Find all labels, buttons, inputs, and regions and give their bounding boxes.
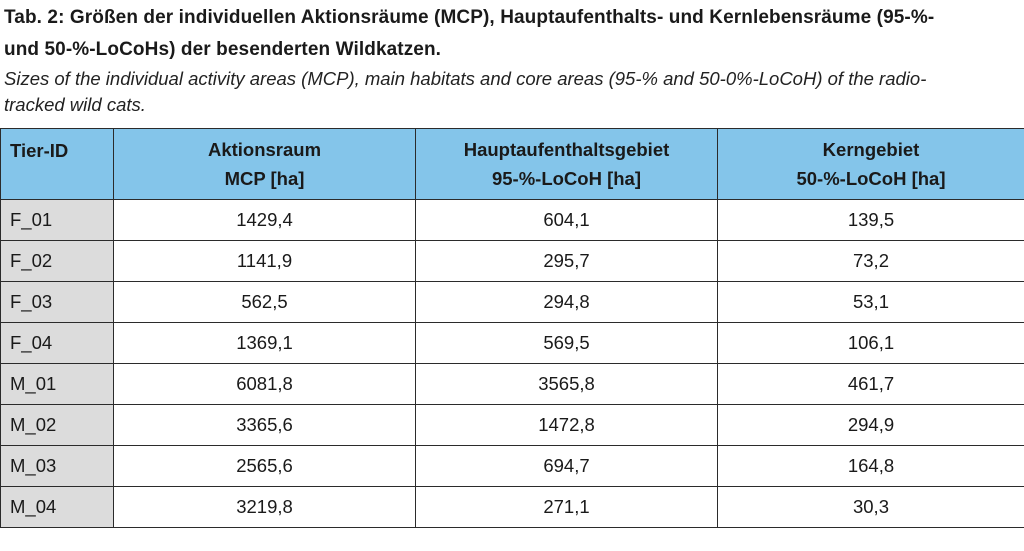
cell-locoh-50: 461,7 [718, 364, 1024, 405]
cell-locoh-50: 30,3 [718, 487, 1024, 528]
cell-locoh-50: 53,1 [718, 282, 1024, 323]
cell-locoh-95: 569,5 [416, 323, 718, 364]
cell-locoh-50: 294,9 [718, 405, 1024, 446]
table-row [1, 487, 1024, 528]
cell-locoh-95: 3565,8 [416, 364, 718, 405]
cell-locoh-50: 106,1 [718, 323, 1024, 364]
cell-mcp: 6081,8 [114, 364, 416, 405]
cell-tier-id: M_03 [1, 446, 114, 487]
table-row [1, 446, 1024, 487]
header-hauptaufenthaltsgebiet-line-1: Hauptaufenthaltsgebiet [463, 139, 670, 160]
header-kerngebiet-line-1: Kerngebiet [822, 139, 920, 160]
header-kerngebiet-line-2: 50-%-LoCoH [ha] [796, 168, 946, 189]
header-aktionsraum-line-2: MCP [ha] [224, 168, 305, 189]
cell-mcp: 1429,4 [114, 200, 416, 241]
cell-locoh-95: 271,1 [416, 487, 718, 528]
cell-locoh-50: 139,5 [718, 200, 1024, 241]
header-hauptaufenthaltsgebiet [416, 129, 718, 200]
cell-tier-id: M_02 [1, 405, 114, 446]
cell-mcp: 562,5 [114, 282, 416, 323]
table-row [1, 241, 1024, 282]
caption-title-line-1: Tab. 2: Größen der individuellen Aktionsräume (MCP), Hauptaufenthalts- und Kernlebensräume (95-%- [4, 7, 935, 28]
cell-tier-id: F_03 [1, 282, 114, 323]
home-range-table [0, 128, 1024, 528]
table-caption [4, 2, 1020, 118]
cell-tier-id: F_04 [1, 323, 114, 364]
table-row [1, 323, 1024, 364]
table-row [1, 200, 1024, 241]
header-tier-id-label: Tier-ID [10, 140, 69, 161]
cell-mcp: 1141,9 [114, 241, 416, 282]
cell-tier-id: F_02 [1, 241, 114, 282]
header-hauptaufenthaltsgebiet-line-2: 95-%-LoCoH [ha] [491, 168, 642, 189]
cell-locoh-50: 164,8 [718, 446, 1024, 487]
caption-subtitle [4, 66, 1020, 118]
cell-locoh-95: 295,7 [416, 241, 718, 282]
cell-mcp: 3365,6 [114, 405, 416, 446]
cell-locoh-95: 694,7 [416, 446, 718, 487]
header-aktionsraum-line-1: Aktionsraum [207, 139, 322, 160]
cell-tier-id: M_04 [1, 487, 114, 528]
cell-tier-id: F_01 [1, 200, 114, 241]
caption-title [4, 2, 1020, 66]
table-header-row [1, 129, 1024, 200]
caption-title-line-2: und 50-%-LoCoHs) der besenderten Wildkatzen. [4, 39, 442, 60]
cell-locoh-95: 294,8 [416, 282, 718, 323]
caption-subtitle-line-1: Sizes of the individual activity areas (MCP), main habitats and core areas (95-% and 50-0%-LoCoH) of the radio- [4, 68, 927, 89]
cell-tier-id: M_01 [1, 364, 114, 405]
cell-mcp: 2565,6 [114, 446, 416, 487]
cell-locoh-95: 604,1 [416, 200, 718, 241]
cell-mcp: 1369,1 [114, 323, 416, 364]
cell-locoh-95: 1472,8 [416, 405, 718, 446]
header-aktionsraum [114, 129, 416, 200]
table-row [1, 405, 1024, 446]
header-tier-id [1, 129, 114, 200]
caption-subtitle-line-2: tracked wild cats. [4, 94, 146, 115]
header-kerngebiet [718, 129, 1024, 200]
table-row [1, 364, 1024, 405]
cell-mcp: 3219,8 [114, 487, 416, 528]
cell-locoh-50: 73,2 [718, 241, 1024, 282]
table-row [1, 282, 1024, 323]
